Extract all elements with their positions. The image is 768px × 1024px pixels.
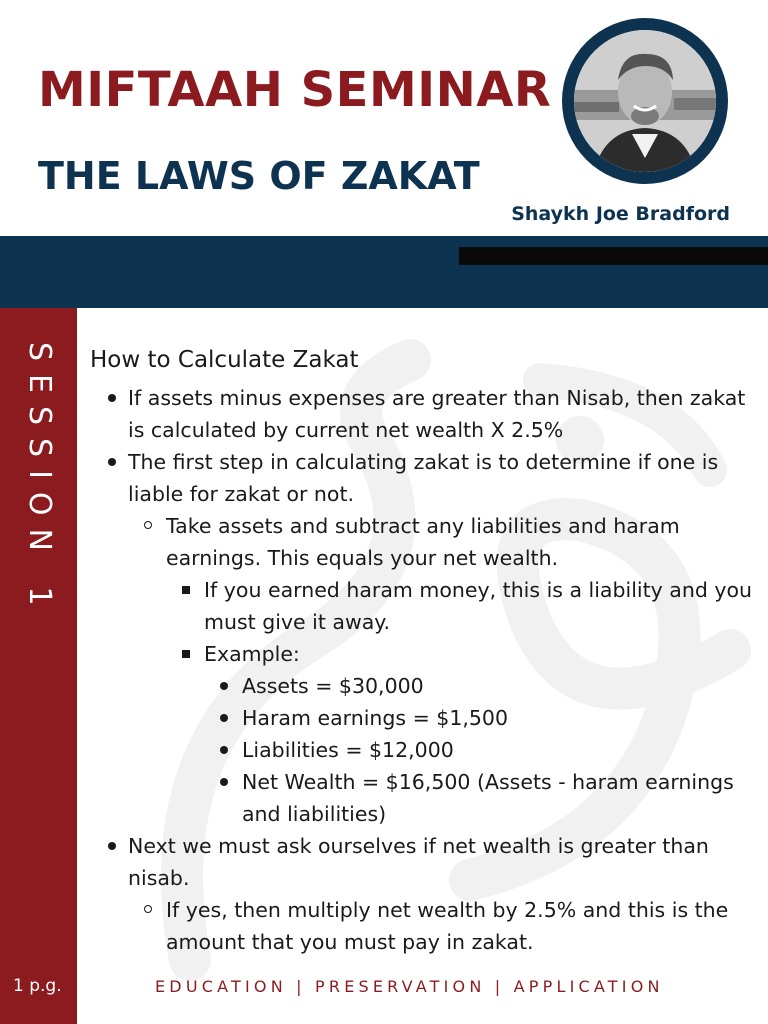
list-item	[90, 638, 760, 670]
band-accent-bar	[459, 247, 768, 265]
list-item-text: The first step in calculating zakat is to determine if one is liable for zakat or not.	[128, 450, 719, 506]
seminar-subtitle: THE LAWS OF ZAKAT	[38, 154, 480, 198]
list-item-text: If you earned haram money, this is a liability and you must give it away.	[204, 578, 753, 634]
bullet-marker-icon	[182, 586, 190, 594]
list-item	[90, 734, 760, 766]
page-header	[0, 0, 768, 236]
bullet-list	[90, 382, 760, 958]
list-item-text: If yes, then multiply net wealth by 2.5% and this is the amount that you must pay in zakat.	[166, 898, 729, 954]
speaker-name: Shaykh Joe Bradford	[511, 203, 730, 225]
list-item	[90, 574, 760, 638]
list-item-text: Haram earnings = $1,500	[242, 706, 509, 730]
seminar-title: MIFTAAH SEMINAR	[38, 62, 552, 118]
list-item-text: Liabilities = $12,000	[242, 738, 454, 762]
speaker-portrait-image	[574, 30, 716, 172]
footer-tagline: EDUCATION | PRESERVATION | APPLICATION	[155, 977, 664, 996]
list-item	[90, 894, 760, 958]
main-content	[90, 344, 760, 958]
list-item	[90, 702, 760, 734]
section-heading: How to Calculate Zakat	[90, 347, 359, 373]
session-label: SESSION 1	[22, 342, 57, 619]
bullet-marker-icon	[144, 905, 152, 913]
bullet-marker-icon	[144, 521, 152, 529]
bullet-marker-icon	[108, 394, 116, 402]
list-item	[90, 446, 760, 510]
list-item-text: Example:	[204, 642, 300, 666]
bullet-marker-icon	[108, 842, 116, 850]
list-item-text: If assets minus expenses are greater than Nisab, then zakat is calculated by current net wealth X 2.5%	[128, 386, 746, 442]
list-item-text: Take assets and subtract any liabilities and haram earnings. This equals your net wealth.	[166, 514, 680, 570]
speaker-photo	[574, 30, 716, 172]
bullet-marker-icon	[108, 458, 116, 466]
page-indicator: 1 p.g.	[13, 976, 62, 996]
bullet-marker-icon	[182, 650, 190, 658]
list-item	[90, 766, 760, 830]
list-item-text: Net Wealth = $16,500 (Assets - haram earnings and liabilities)	[242, 770, 734, 826]
list-item-text: Assets = $30,000	[242, 674, 424, 698]
bullet-marker-icon	[220, 682, 228, 690]
list-item-text: Next we must ask ourselves if net wealth is greater than nisab.	[128, 834, 709, 890]
bullet-marker-icon	[220, 778, 228, 786]
list-item	[90, 830, 760, 894]
list-item	[90, 670, 760, 702]
bullet-marker-icon	[220, 714, 228, 722]
bullet-marker-icon	[220, 746, 228, 754]
list-item	[90, 382, 760, 446]
header-band	[0, 236, 768, 308]
list-item	[90, 510, 760, 574]
speaker-avatar	[562, 18, 728, 184]
